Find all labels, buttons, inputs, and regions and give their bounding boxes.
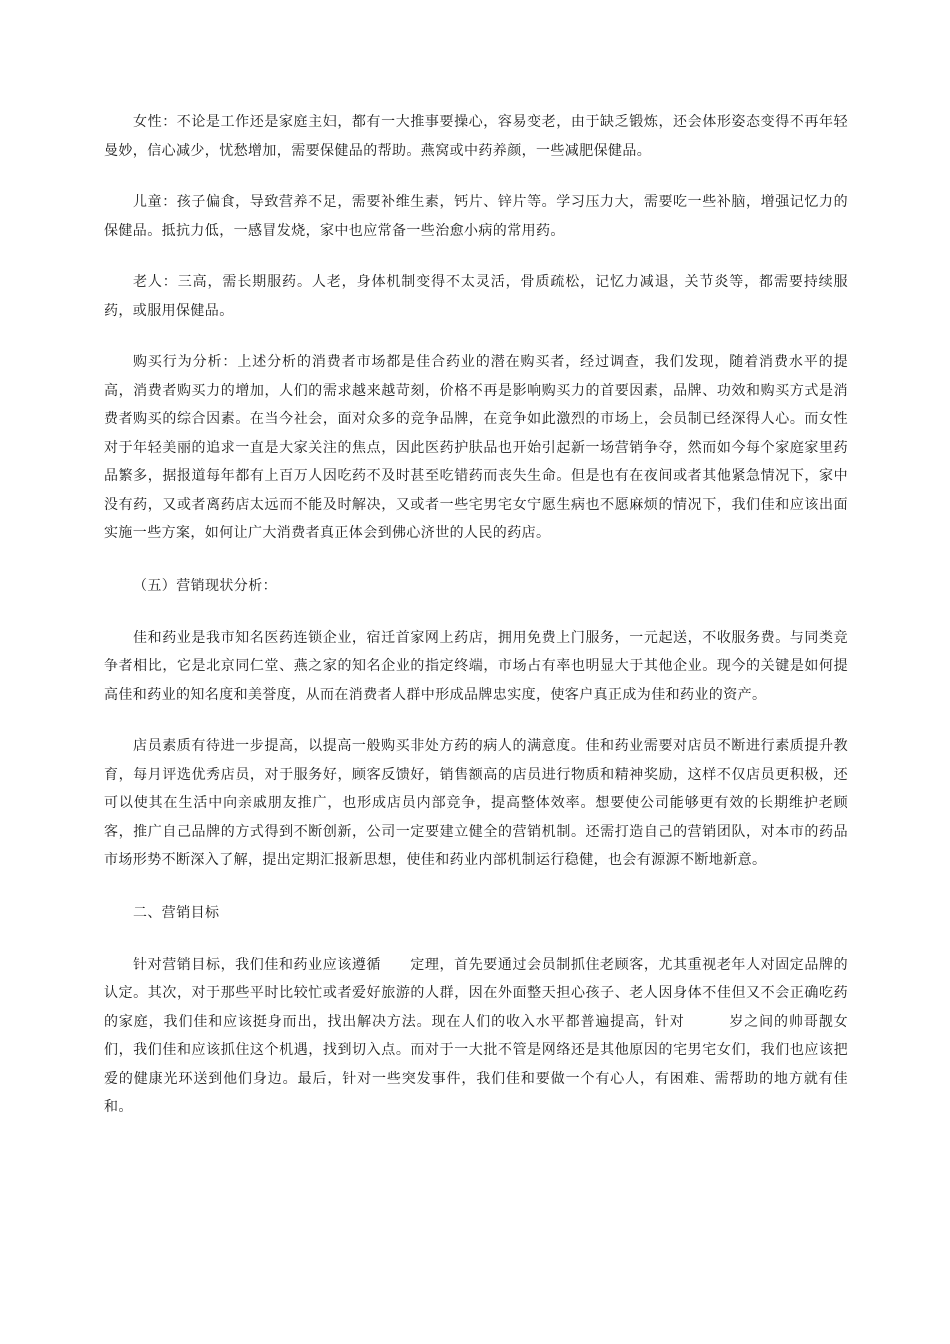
paragraph-goal: 针对营销目标，我们佳和药业应该遵循 定理，首先要通过会员制抓住老顾客，尤其重视老年人对固定品牌的认定。其次，对于那些平时比较忙或者爱好旅游的人群，因在外面整天担心孩子、老人因身体不佳但又不会正确吃药的家庭，我们佳和应该挺身而出，找出解决方法。现在人们的收入水平都普遍提高，针对 岁之间的帅哥靓女们，我们佳和应该抓住这个机遇，找到切入点。而对于一大批不管是网络还是其他原因的宅男宅女们，我们也应该把爱的健康光环送到他们身边。最后，针对一些突发事件，我们佳和要做一个有心人，有困难、需帮助的地方就有佳和。 [104, 956, 848, 1115]
paragraph-elderly: 老人：三高，需长期服药。人老，身体机制变得不太灵活，骨质疏松，记忆力减退，关节炎等，都需要持续服药，或服用保健品。 [104, 274, 848, 319]
paragraph-purchase-behavior: 购买行为分析：上述分析的消费者市场都是佳合药业的潜在购买者，经过调查，我们发现，随着消费水平的提高，消费者购买力的增加，人们的需求越来越苛刻，价格不再是影响购买力的首要因素，品牌、功效和购买方式是消费者购买的综合因素。在当今社会，面对众多的竞争品牌，在竞争如此激烈的市场上，会员制已经深得人心。而女性对于年轻美丽的追求一直是大家关注的焦点，因此医药护肤品也开始引起新一场营销争夺，然而如今每个家庭家里药品繁多，据报道每年都有上百万人因吃药不及时甚至吃错药而丧失生命。但是也有在夜间或者其他紧急情况下，家中没有药，又或者离药店太远而不能及时解决，又或者一些宅男宅女宁愿生病也不愿麻烦的情况下，我们佳和应该出面实施一些方案，如何让广大消费者真正体会到佛心济世的人民的药店。 [104, 354, 848, 541]
paragraph-children: 儿童：孩子偏食，导致营养不足，需要补维生素，钙片、锌片等。学习压力大，需要吃一些补脑，增强记忆力的保健品。抵抗力低，一感冒发烧，家中也应常备一些治愈小病的常用药。 [104, 194, 848, 239]
section-heading-marketing-goal: 二、营销目标 [133, 904, 220, 921]
paragraph-status-staff: 店员素质有待进一步提高，以提高一般购买非处方药的病人的满意度。佳和药业需要对店员不断进行素质提升教育，每月评选优秀店员，对于服务好，顾客反馈好，销售额高的店员进行物质和精神奖励，这样不仅店员更积极，还可以使其在生活中向亲戚朋友推广，也形成店员内部竞争，提高整体效率。想要使公司能够更有效的长期维护老顾客，推广自己品牌的方式得到不断创新，公司一定要建立健全的营销机制。还需打造自己的营销团队，对本市的药品市场形势不断深入了解，提出定期汇报新思想，使佳和药业内部机制运行稳健，也会有源源不断地新意。 [104, 738, 848, 868]
document-page [104, 108, 848, 1122]
paragraph-status-company: 佳和药业是我市知名医药连锁企业，宿迁首家网上药店，拥用免费上门服务，一元起送，不收服务费。与同类竞争者相比，它是北京同仁堂、燕之家的知名企业的指定终端，市场占有率也明显大于其他企业。现今的关键是如何提高佳和药业的知名度和美誉度，从而在消费者人群中形成品牌忠实度，使客户真正成为佳和药业的资产。 [104, 629, 848, 703]
paragraph-women: 女性：不论是工作还是家庭主妇，都有一大推事要操心，容易变老，由于缺乏锻炼，还会体形姿态变得不再年轻曼妙，信心减少，忧愁增加，需要保健品的帮助。燕窝或中药养颜，一些减肥保健品。 [104, 114, 848, 159]
section-heading-marketing-status: （五）营销现状分析： [133, 577, 277, 594]
